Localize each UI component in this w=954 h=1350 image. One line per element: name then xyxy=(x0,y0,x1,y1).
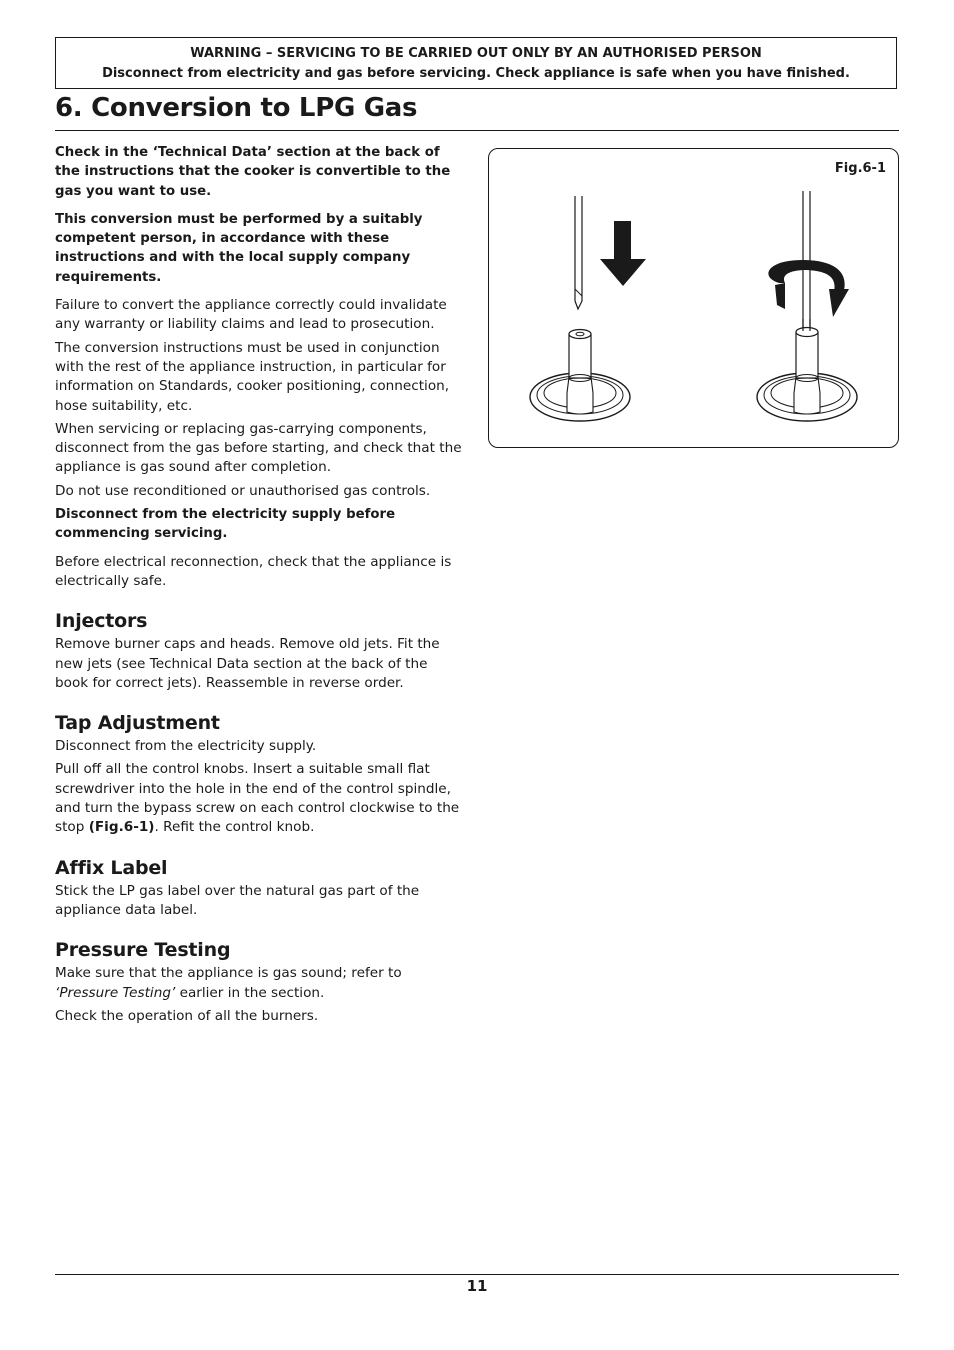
pressure-testing-reference: ‘Pressure Testing’ xyxy=(55,984,176,1001)
intro-paragraph-3: When servicing or replacing gas-carrying components, disconnect from the gas before starting, and check that the appliance is gas sound after completion. xyxy=(55,420,462,476)
pressure-testing-paragraph-2: Check the operation of all the burners. xyxy=(55,1007,319,1024)
affix-label-heading: Affix Label xyxy=(55,856,168,879)
injectors-text: Remove burner caps and heads. Remove old jets. Fit the new jets (see Technical Data section at the back of the book for correct jets). Reassemble in reverse order. xyxy=(55,636,440,691)
pressure-testing-text: Make sure that the appliance is gas sound; refer to xyxy=(55,965,402,982)
title-divider xyxy=(55,130,899,131)
figure-reference: (Fig.6-1) xyxy=(88,819,155,836)
page-title: 6. Conversion to LPG Gas xyxy=(55,93,418,123)
clockwise-rotate-icon xyxy=(768,260,849,317)
pressure-testing-text-end: earlier in the section. xyxy=(175,984,325,1001)
main-text-column xyxy=(55,143,463,1030)
warning-box xyxy=(55,37,897,89)
intro-bold-2: This conversion must be performed by a suitably competent person, in accordance with these instructions and with the local supply company requirements. xyxy=(55,211,423,285)
warning-line-1: WARNING – SERVICING TO BE CARRIED OUT ONLY BY AN AUTHORISED PERSON xyxy=(190,46,762,61)
intro-bold-1: Check in the ‘Technical Data’ section at the back of the instructions that the cooker is convertible to the gas you want to use. xyxy=(55,145,451,199)
intro-paragraph-4: Do not use reconditioned or unauthorised gas controls. xyxy=(55,482,431,499)
screwdriver-left-icon xyxy=(575,196,582,309)
arrow-down-icon xyxy=(600,221,646,286)
intro-paragraph-5: Before electrical reconnection, check that the appliance is electrically safe. xyxy=(55,553,452,589)
tap-adjustment-text: Pull off all the control knobs. Insert a suitable small flat screwdriver into the hole in the end of the control spindle, and turn the bypass screw on each control clockwise to the stop xyxy=(55,761,460,836)
warning-line-2: Disconnect from electricity and gas before servicing. Check appliance is safe when you have finished. xyxy=(102,66,850,81)
injectors-heading: Injectors xyxy=(55,610,148,633)
intro-bold-3: Disconnect from the electricity supply before commencing servicing. xyxy=(55,507,396,542)
page-number: 11 xyxy=(466,1277,488,1295)
control-spindle-left-icon xyxy=(530,330,630,422)
intro-paragraph-2: The conversion instructions must be used in conjunction with the rest of the appliance instruction, in particular for information on Standards, cooker positioning, connection, hose suitability, etc. xyxy=(55,339,450,414)
tap-adjustment-paragraph-1: Disconnect from the electricity supply. xyxy=(55,738,317,755)
tap-adjustment-heading: Tap Adjustment xyxy=(55,712,220,735)
control-spindle-right-icon xyxy=(757,319,857,421)
footer-divider xyxy=(55,1274,899,1275)
pressure-testing-heading: Pressure Testing xyxy=(55,939,231,962)
affix-label-text: Stick the LP gas label over the natural gas part of the appliance data label. xyxy=(55,882,420,918)
intro-paragraph-1: Failure to convert the appliance correctly could invalidate any warranty or liability claims and lead to prosecution. xyxy=(55,297,447,333)
figure-label: Fig.6-1 xyxy=(834,161,886,176)
tap-adjustment-paragraph-2 xyxy=(55,760,463,837)
tap-adjustment-text-end: . Refit the control knob. xyxy=(154,819,315,836)
pressure-testing-paragraph-1 xyxy=(55,964,463,1003)
figure-illustration xyxy=(489,149,900,449)
figure-6-1 xyxy=(488,148,899,448)
